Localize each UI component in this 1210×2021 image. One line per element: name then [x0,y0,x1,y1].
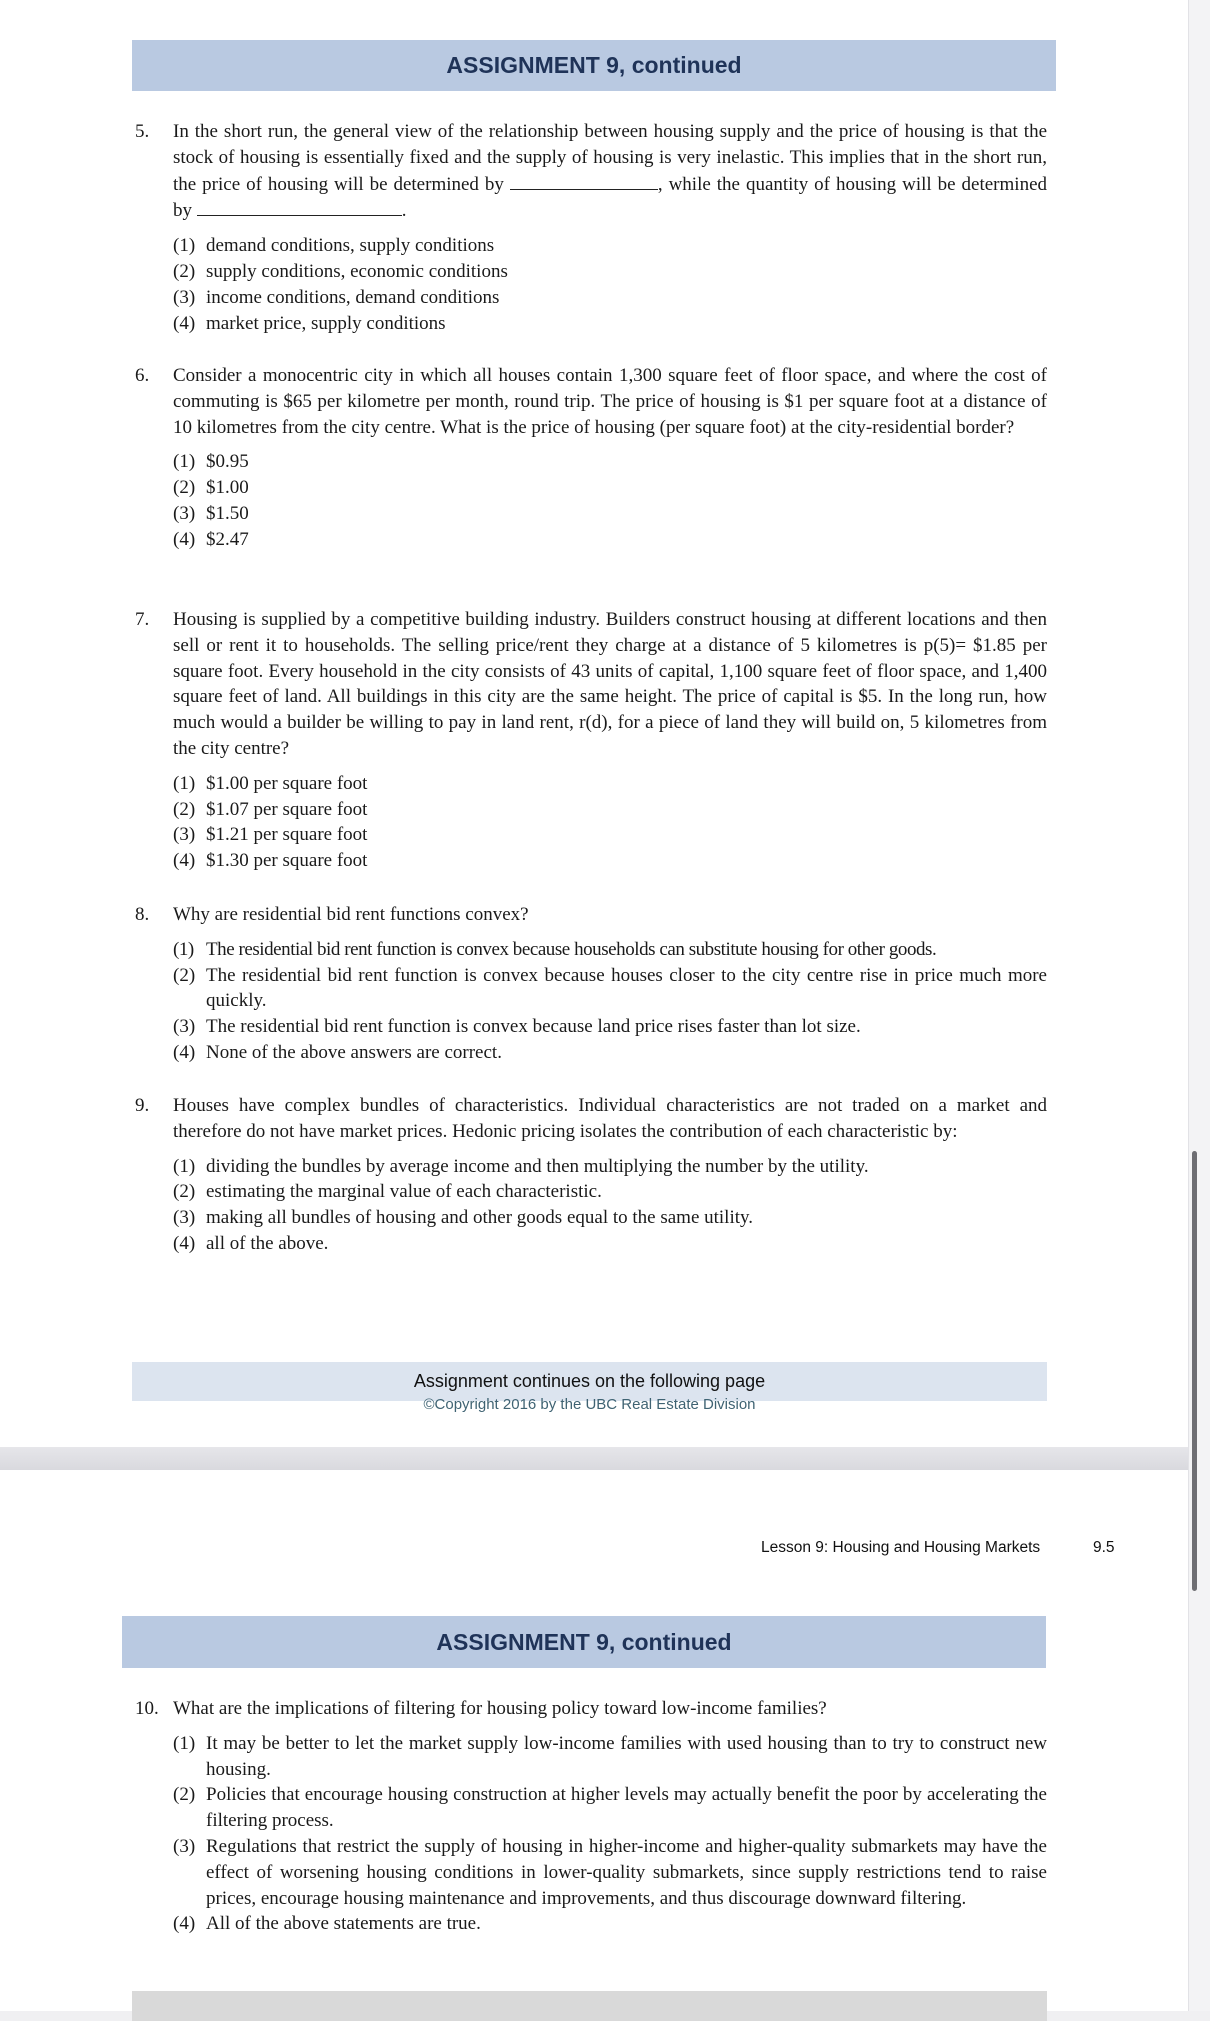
option-number: (3) [173,286,196,308]
question-9 [135,1093,1047,1257]
option [173,1014,1047,1040]
stem-text: , while the quantity of housing will be determined by [173,173,1047,222]
option-number: (1) [173,451,196,473]
question-number: 8. [135,904,150,925]
option [173,527,1047,553]
option [173,797,1047,823]
option [173,1911,1047,1937]
option-number: (3) [173,502,196,524]
options-list [173,1154,1047,1257]
option-text: The residential bid rent function is convex because land price rises faster than lot size. [206,1016,861,1038]
question-number: 6. [135,365,150,386]
option-number: (2) [173,1181,196,1203]
question-number: 9. [135,1095,150,1116]
page-number: 9.5 [1093,1539,1115,1556]
option [173,233,1047,259]
option-text: $1.30 per square foot [206,850,368,872]
option [173,475,1047,501]
option [173,259,1047,285]
option-text: $1.50 [206,502,249,524]
question-10 [135,1696,1047,1937]
question-stem: Consider a monocentric city in which all houses contain 1,300 square feet of floor space, and where the cost of commuting is $65 per kilometre per month, round trip. The price of housing is $1 per square foot at a distance of 10 kilometres from the city centre. What is the price of housing (per square foot) at the city-residential border? [173,365,1047,438]
question-number: 5. [135,121,150,142]
option-text: Regulations that restrict the supply of housing in higher-income and higher-quality submarkets may have the effect of worsening housing conditions in lower-quality submarkets, since supply restrictions tend to raise prices, encourage housing maintenance and improvements, and thus discourage downward filtering. [206,1835,1047,1909]
option-number: (2) [173,964,196,986]
option-text: $1.21 per square foot [206,824,368,846]
option-number: (4) [173,1913,196,1935]
option [173,1782,1047,1834]
option-number: (4) [173,312,196,334]
option-text: $1.00 [206,477,249,499]
option [173,501,1047,527]
option [173,963,1047,1015]
option [173,1154,1047,1180]
question-5 [135,119,1047,336]
option-number: (2) [173,798,196,820]
copyright: ©Copyright 2016 by the UBC Real Estate Division [423,1396,756,1413]
option-text: $0.95 [206,451,249,473]
option [173,1834,1047,1911]
assignment-header-title: ASSIGNMENT 9, continued [446,52,742,78]
option-number: (4) [173,1232,196,1254]
options-list [173,449,1047,552]
option-text: $1.07 per square foot [206,798,368,820]
answer-blank [510,171,658,190]
option-number: (3) [173,1207,196,1229]
option-text: market price, supply conditions [206,312,446,334]
option-text: making all bundles of housing and other goods equal to the same utility. [206,1207,754,1229]
question-number: 7. [135,609,150,630]
option-text: income conditions, demand conditions [206,286,500,308]
option-number: (1) [173,235,196,257]
continues-text: Assignment continues on the following page [413,1371,766,1391]
option-number: (4) [173,850,196,872]
option-text: demand conditions, supply conditions [206,235,495,257]
question-stem: Houses have complex bundles of characteristics. Individual characteristics are not traded on a market and therefore do not have market prices. Hedonic pricing isolates the contribution of each characteristic by: [173,1095,1047,1142]
option [173,771,1047,797]
option-text: It may be better to let the market supply low-income families with used housing than to try to construct new housing. [206,1732,1047,1780]
question-stem [173,119,1047,224]
option-number: (2) [173,1784,196,1806]
option [173,311,1047,337]
option-text: Policies that encourage housing construction at higher levels may actually benefit the poor by accelerating the filtering process. [206,1784,1047,1832]
option-text: $2.47 [206,528,249,550]
options-list [173,937,1047,1066]
option [173,1731,1047,1783]
option-text: $1.00 per square foot [206,772,368,794]
options-list [173,1731,1047,1937]
option [173,937,1047,963]
option-number: (3) [173,824,196,846]
option-number: (1) [173,938,194,960]
page-separator [0,1447,1188,1470]
answer-blank [197,197,402,216]
running-header-lesson: Lesson 9: Housing and Housing Markets [761,1539,1041,1556]
question-6 [135,363,1047,553]
option [173,449,1047,475]
option-text: all of the above. [206,1232,329,1254]
option-number: (4) [173,528,196,550]
option-number: (3) [173,1835,196,1857]
assignment-header-title: ASSIGNMENT 9, continued [436,1629,732,1655]
assignment-header-page2 [122,1616,1046,1668]
option-text: The residential bid rent function is convex because households can substitute housing for other goods. [206,938,937,960]
option-number: (1) [173,1155,196,1177]
option-number: (3) [173,1016,196,1038]
option-number: (4) [173,1041,196,1063]
option-text: All of the above statements are true. [206,1913,481,1935]
option-text: estimating the marginal value of each characteristic. [206,1181,602,1203]
option [173,1179,1047,1205]
assignment-header [132,40,1056,91]
option [173,1231,1047,1257]
option [173,285,1047,311]
option-text: The residential bid rent function is convex because houses closer to the city centre rise in price much more quickly. [206,964,1047,1012]
stem-text: In the short run, the general view of the relationship between housing supply and the price of housing is that the stock of housing is essentially fixed and the supply of housing is very inelastic. This implies that in the short run, the price of housing will be determined by [173,121,1047,195]
question-stem: Housing is supplied by a competitive building industry. Builders construct housing at different locations and then sell or rent it to households. The selling price/rent they charge at a distance of 5 kilometres is p(5)= $1.85 per square foot. Every household in the city consists of 43 units of capital, 1,100 square feet of floor space, and 1,400 square feet of land. All buildings in this city are the same height. The price of capital is $5. In the long run, how much would a builder be willing to pay in land rent, r(d), for a piece of land they will build on, 5 kilometres from the city centre? [173,609,1047,759]
question-number: 10. [135,1698,159,1719]
question-8 [135,902,1047,1066]
option-text: None of the above answers are correct. [206,1041,502,1063]
option-text: dividing the bundles by average income and then multiplying the number by the utility. [206,1155,869,1177]
option [173,1040,1047,1066]
options-list [173,233,1047,336]
question-7 [135,607,1047,874]
scrollbar-thumb[interactable] [1192,1151,1197,1591]
option-number: (1) [173,772,196,794]
option [173,848,1047,874]
option-number: (2) [173,477,196,499]
option-number: (2) [173,260,196,282]
option-text: supply conditions, economic conditions [206,260,508,282]
planning-ahead-box [132,1991,1047,2021]
stem-text: . [401,200,407,222]
option [173,822,1047,848]
options-list [173,771,1047,874]
question-stem: Why are residential bid rent functions convex? [173,904,529,925]
option [173,1205,1047,1231]
scroll-track[interactable] [1188,0,1210,2011]
option-number: (1) [173,1732,196,1754]
question-stem: What are the implications of filtering for housing policy toward low-income families? [173,1698,827,1719]
